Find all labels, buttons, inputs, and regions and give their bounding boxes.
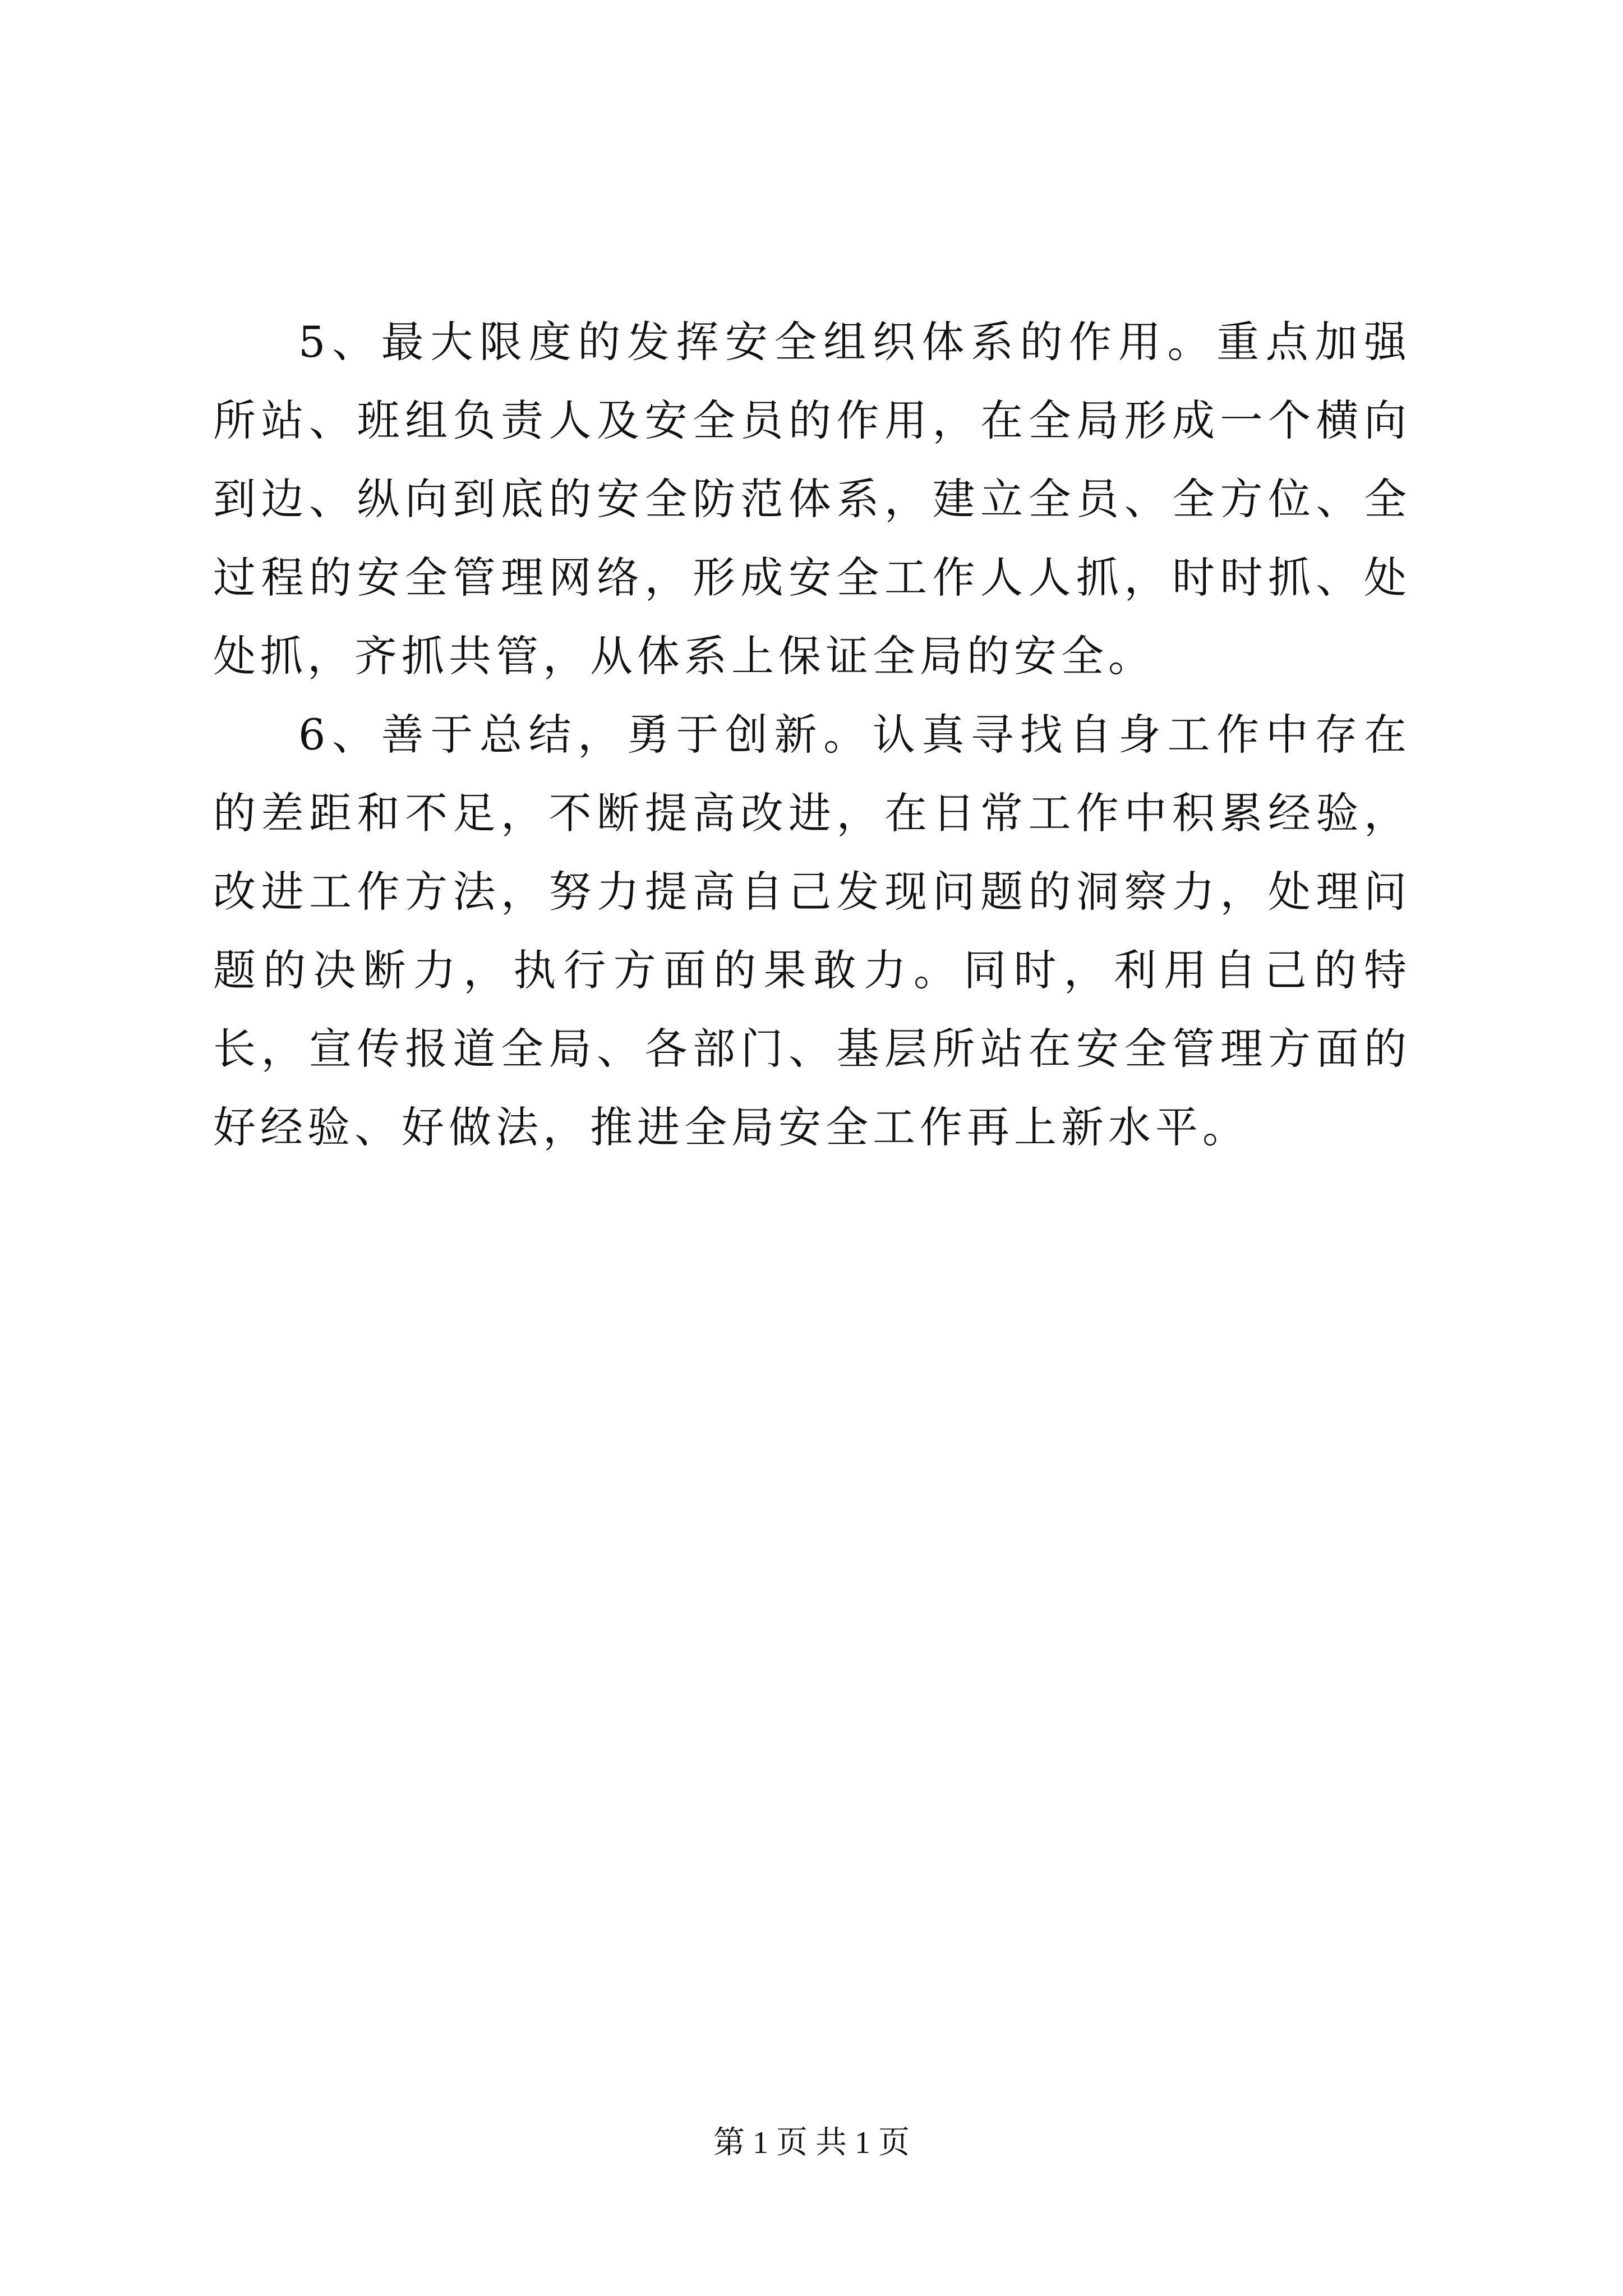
document-body	[213, 303, 1411, 1167]
paragraph-item-6: 6、善于总结，勇于创新。认真寻找自身工作中存在的差距和不足，不断提高改进，在日常工作中积累经验，改进工作方法，努力提高自己发现问题的洞察力，处理问题的决断力，执行方面的果敢力。同时，利用自己的特长，宣传报道全局、各部门、基层所站在安全管理方面的好经验、好做法，推进全局安全工作再上新水平。	[213, 710, 1411, 1152]
page-number-footer: 第 1 页 共 1 页	[713, 2125, 910, 2160]
paragraph-item-5: 5、最大限度的发挥安全组织体系的作用。重点加强所站、班组负责人及安全员的作用，在全局形成一个横向到边、纵向到底的安全防范体系，建立全员、全方位、全过程的安全管理网络，形成安全工作人人抓，时时抓、处处抓，齐抓共管，从体系上保证全局的安全。	[213, 317, 1411, 681]
